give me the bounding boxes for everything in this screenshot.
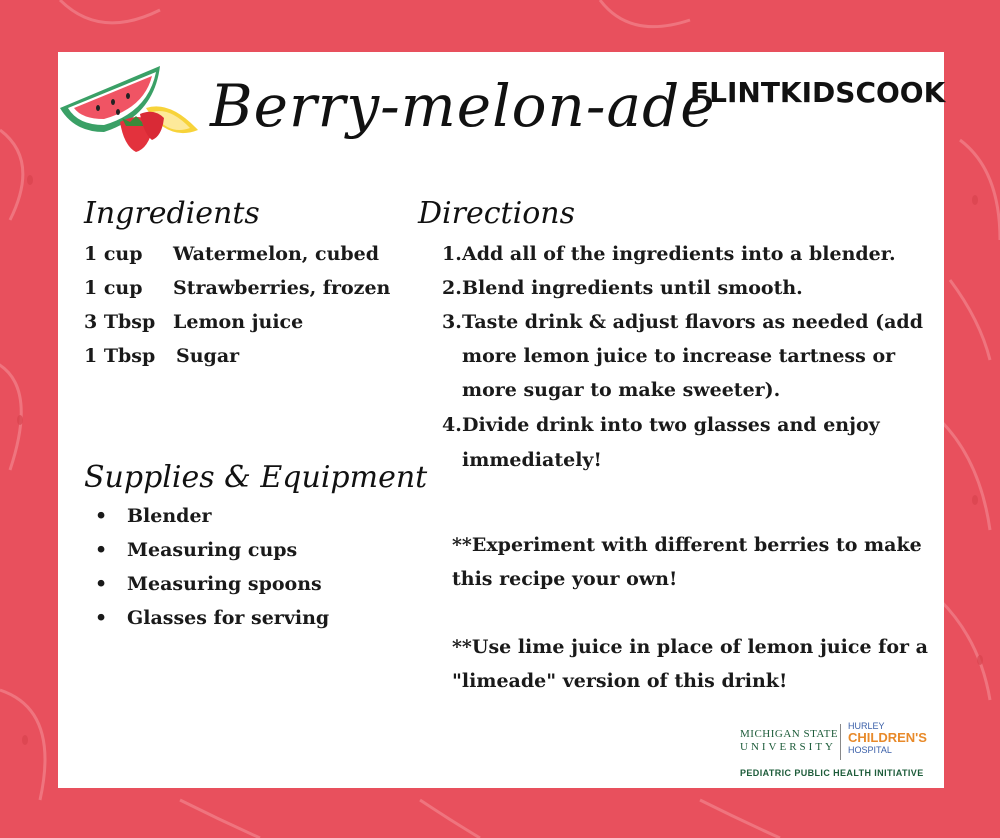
- step-text: immediately!: [462, 449, 602, 471]
- ingredient-name: Strawberries, frozen: [173, 277, 391, 299]
- ingredient-amount: 1 cup: [84, 243, 143, 265]
- supply-item: Measuring spoons: [127, 573, 322, 595]
- ingredient-name: Sugar: [176, 345, 240, 367]
- recipe-title: Berry-melon-ade: [210, 72, 716, 140]
- bullet: •: [95, 607, 108, 629]
- ingredient-name: Watermelon, cubed: [173, 243, 380, 265]
- supply-item: Measuring cups: [127, 539, 298, 561]
- brand-logo: [690, 76, 945, 109]
- ingredient-amount: 1 Tbsp: [84, 345, 156, 367]
- ingredients-heading: Ingredients: [84, 196, 260, 231]
- step-number: 4.: [442, 414, 462, 436]
- step-number: 3.: [442, 311, 462, 333]
- ingredient-name: Lemon juice: [173, 311, 304, 333]
- step-text: more lemon juice to increase tartness or: [462, 345, 896, 367]
- step-text: Taste drink & adjust flavors as needed (add: [462, 311, 923, 333]
- ingredient-amount: 1 cup: [84, 277, 143, 299]
- step-text: Blend ingredients until smooth.: [462, 277, 803, 299]
- step-text: more sugar to make sweeter).: [462, 379, 781, 401]
- step-text: Divide drink into two glasses and enjoy: [462, 414, 880, 436]
- note-text: "limeade" version of this drink!: [452, 670, 788, 692]
- supply-item: Glasses for serving: [127, 607, 330, 629]
- step-text: Add all of the ingredients into a blender.: [462, 243, 896, 265]
- initiative-label: PEDIATRIC PUBLIC HEALTH INITIATIVE: [740, 768, 924, 778]
- note-text: this recipe your own!: [452, 568, 678, 590]
- brand-name: FLINTKIDSCOOK: [690, 76, 946, 109]
- fruit-illustration: [58, 60, 208, 155]
- step-number: 2.: [442, 277, 462, 299]
- note-text: **Use lime juice in place of lemon juice for a: [452, 636, 928, 658]
- msu-logo: MICHIGAN STATE UNIVERSITY: [740, 728, 839, 753]
- step-number: 1.: [442, 243, 462, 265]
- bullet: •: [95, 505, 108, 527]
- note-text: **Experiment with different berries to make: [452, 534, 922, 556]
- supplies-heading: Supplies & Equipment: [84, 460, 428, 495]
- bullet: •: [95, 573, 108, 595]
- directions-heading: Directions: [418, 196, 575, 231]
- logo-divider: [840, 724, 841, 760]
- bullet: •: [95, 539, 108, 561]
- partner-logos: [740, 720, 930, 782]
- ingredient-amount: 3 Tbsp: [84, 311, 156, 333]
- hurley-logo: HURLEY CHILDREN'S HOSPITAL: [848, 721, 927, 755]
- supply-item: Blender: [127, 505, 212, 527]
